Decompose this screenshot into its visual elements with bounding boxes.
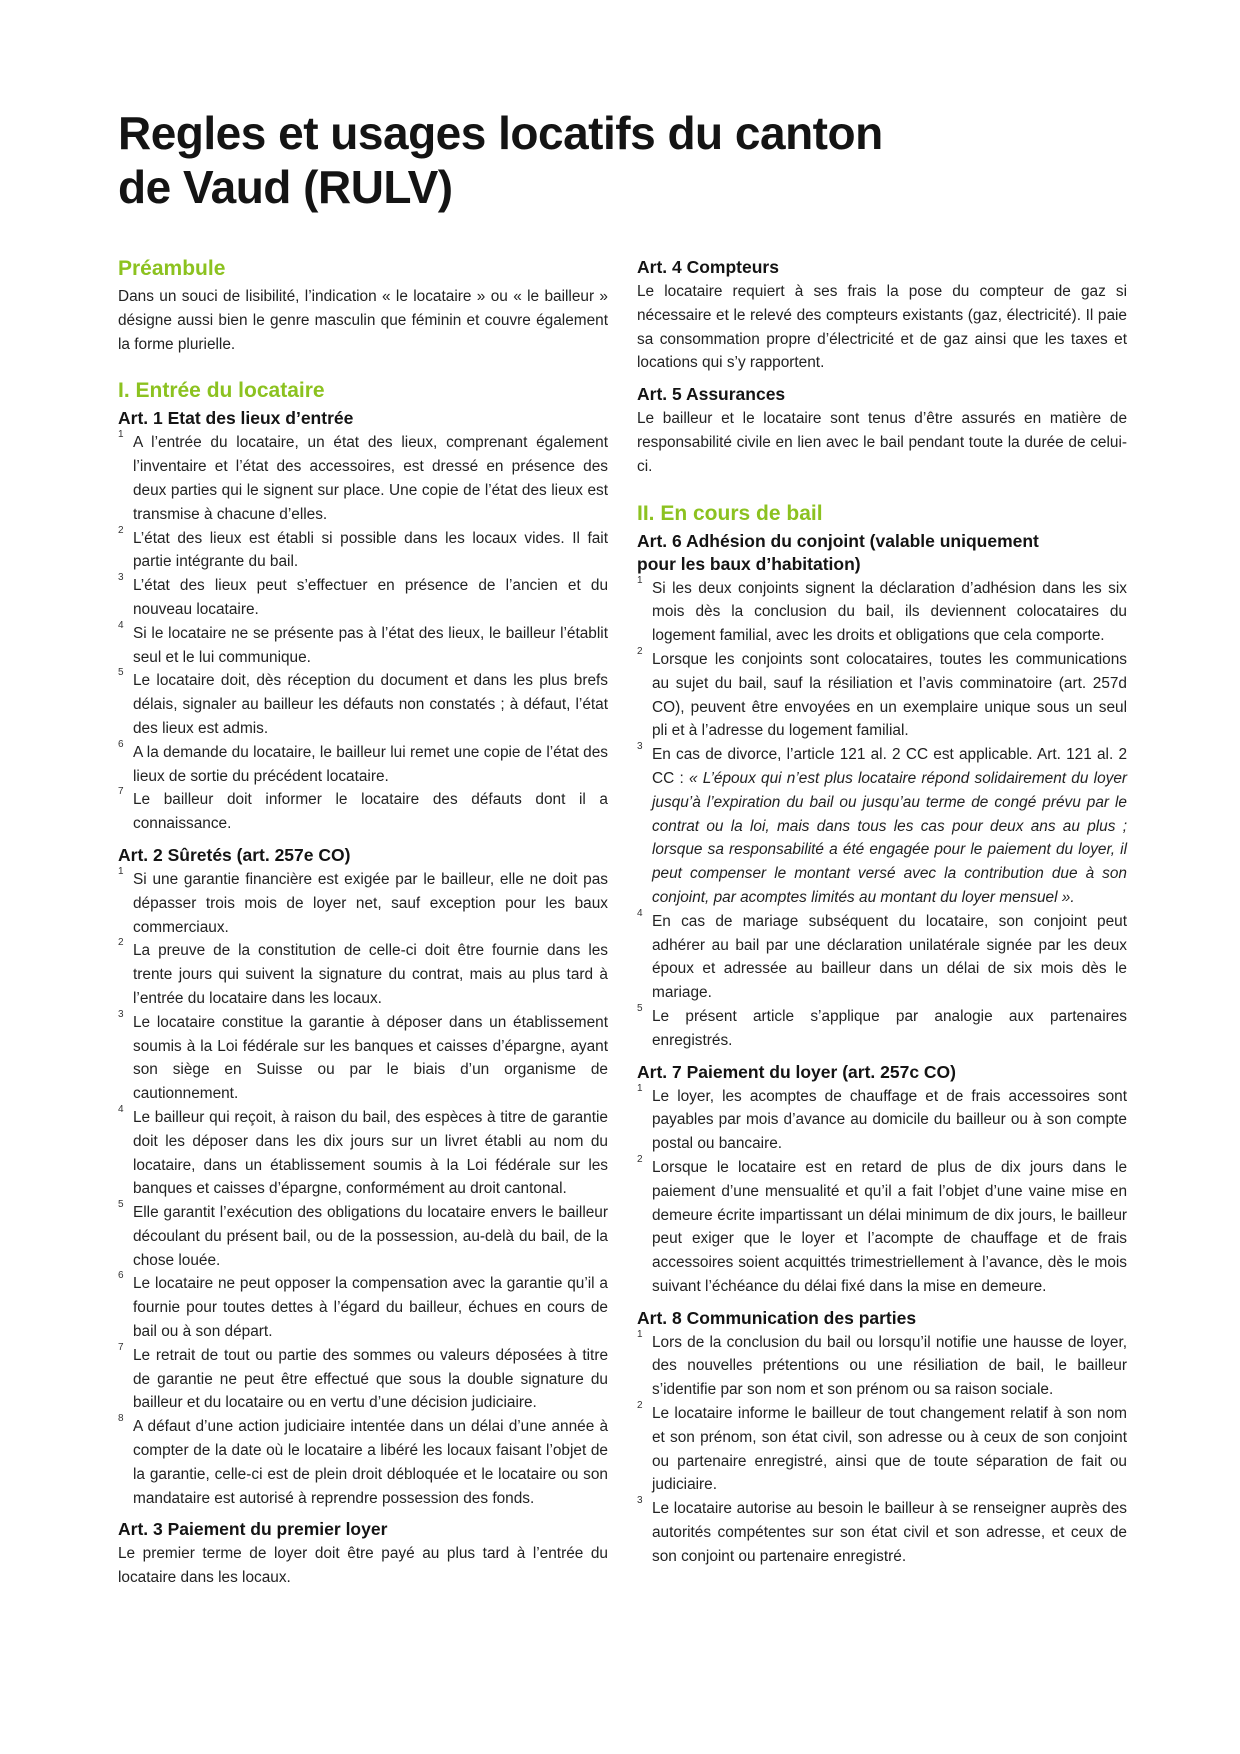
item-text: La preuve de la constitution de celle-ci doit être fournie dans les trente jours qui suivent la signature du contrat, mais au plus tard à l’entrée du locataire dans les locaux. <box>133 942 608 1007</box>
art-6-heading <box>637 530 1127 576</box>
item-number: 5 <box>118 667 124 679</box>
art-6-heading-line-2: pour les baux d’habitation) <box>637 553 861 574</box>
item-text: Lorsque les conjoints sont colocataires, toutes les communications au sujet du bail, sauf la résiliation et l’avis comminatoire (art. 257d CO), peuvent être envoyées en un exemplaire unique sous un seul pli et à l’adresse du logement familial. <box>652 650 1127 740</box>
art-1-list <box>118 431 608 836</box>
art-8-list <box>637 1328 1127 1569</box>
art-8-item <box>637 1402 1127 1497</box>
art-1-item <box>118 574 608 622</box>
item-text: Si les deux conjoints signent la déclaration d’adhésion dans les six mois dès la conclusion du bail, ils deviennent colocataires du logement familial, avec les droits et obligations que cela comporte. <box>652 579 1127 645</box>
art-2-item <box>118 1415 608 1510</box>
item-number: 2 <box>118 524 124 536</box>
item-text: Si une garantie financière est exigée par le bailleur, elle ne doit pas dépasser trois mois de loyer net, sauf exception pour les baux commerciaux. <box>133 870 608 936</box>
item-number: 3 <box>637 741 643 753</box>
preambule-text: Dans un souci de lisibilité, l’indication « le locataire » ou « le bailleur » désigne aussi bien le genre masculin que féminin et couvre également la forme plurielle. <box>118 288 608 353</box>
item-text: Le locataire informe le bailleur de tout changement relatif à son nom et son prénom, son état civil, son adresse ou à ceux de son conjoint ou partenaire enregistré, ainsi que de toute séparation de fait ou judiciaire. <box>652 1405 1127 1494</box>
item-number: 2 <box>637 1400 643 1412</box>
item-number: 7 <box>118 786 124 798</box>
item-number: 1 <box>118 865 124 877</box>
art-2-item <box>118 1201 608 1272</box>
art-2-list <box>118 865 608 1511</box>
item-text: A la demande du locataire, le bailleur lui remet une copie de l’état des lieux de sortie du précédent locataire. <box>133 743 608 785</box>
item-text: En cas de divorce, l’article 121 al. 2 CC est applicable. Art. 121 al. 2 CC : <box>652 746 1127 787</box>
art-1-heading: Art. 1 Etat des lieux d’entrée <box>118 408 354 429</box>
art-5-heading: Art. 5 Assurances <box>637 384 786 405</box>
item-text: Le bailleur doit informer le locataire des défauts dont il a connaissance. <box>133 791 608 833</box>
art-8-item <box>637 1497 1127 1568</box>
item-text: Le locataire constitue la garantie à déposer dans un établissement soumis à la Loi fédérale sur les banques et caisses d’épargne, ayant son siège en Suisse ou par le biais d’un organisme de cautionnement. <box>133 1013 608 1103</box>
item-number: 2 <box>637 1153 643 1165</box>
art-7-item <box>637 1153 1127 1299</box>
art-8-item <box>637 1328 1127 1402</box>
item-text: Elle garantit l’exécution des obligations du locataire envers le bailleur découlant du présent bail, ou de la possession, au-delà du bail, de la chose louée. <box>133 1204 608 1269</box>
item-text: Le locataire ne peut opposer la compensation avec la garantie qu’il a fournie pour toutes dettes à l’égard du bailleur, échues en cours de bail ou à son départ. <box>133 1275 608 1341</box>
art-2-item <box>118 1341 608 1415</box>
item-text: Le bailleur qui reçoit, à raison du bail, des espèces à titre de garantie doit les déposer dans les dix jours sur un livret établi au nom du locataire, dans un établissement soumis à la Loi fédérale sur les banques et caisses d’épargne, conformément au droit cantonal. <box>133 1108 608 1198</box>
art-6-item <box>637 1002 1127 1053</box>
item-text: Lorsque le locataire est en retard de plus de dix jours dans le paiement d’une mensualité et qu’il a fait l’objet d’une vaine mise en demeure écrite impartissant un délai minimum de dix jours, le bailleur peut exiger que le loyer et l’acompte de chauffage et de frais accessoires soient acquittés trimestriellement à l’avance, dès le mois suivant l’échéance du délai fixé dans la mise en demeure. <box>652 1158 1127 1295</box>
art-3-text: Le premier terme de loyer doit être payé au plus tard à l’entrée du locataire dans les locaux. <box>118 1545 608 1587</box>
art-6-list <box>637 574 1128 1053</box>
item-text: Le loyer, les acomptes de chauffage et de frais accessoires sont payables par mois d’avance au domicile du bailleur ou à son compte postal ou bancaire. <box>652 1087 1127 1153</box>
item-number: 7 <box>118 1341 124 1353</box>
art-6-item <box>637 907 1127 1005</box>
item-text: A l’entrée du locataire, un état des lieux, comprenant également l’inventaire et l’état des accessoires, est dressé en présence des deux parties qui le signent sur place. Une copie de l’état des lieux est transmise à chacune d’elles. <box>133 434 608 523</box>
art-2-item <box>118 1272 608 1343</box>
art-7-item <box>637 1082 1127 1156</box>
art-3-heading: Art. 3 Paiement du premier loyer <box>118 1519 388 1540</box>
item-quote: « L’époux qui n’est plus locataire répond solidairement du loyer jusqu’à l’expiration du bail ou jusqu’au terme de congé prévu par le contrat ou la loi, mais dans tous les cas pour deux ans au plus ; lorsque sa responsabilité a été engagée pour le paiement du loyer, il peut compenser le montant versé avec la contribution due à son conjoint, par acomptes limités au montant du loyer mensuel ». <box>652 769 1128 906</box>
item-number: 6 <box>118 738 124 750</box>
item-number: 3 <box>118 1008 124 1020</box>
item-number: 8 <box>118 1413 124 1425</box>
art-2-item <box>118 865 608 939</box>
art-7-list <box>637 1082 1127 1299</box>
art-1-item <box>118 431 608 526</box>
item-number: 2 <box>118 937 124 949</box>
item-text: Le locataire doit, dès réception du document et dans les plus brefs délais, signaler au bailleur les défauts non constatés ; à défaut, l’état des lieux est admis. <box>133 672 608 737</box>
item-text: Lors de la conclusion du bail ou lorsqu’il notifie une hausse de loyer, des nouvelles prétentions ou une résiliation de bail, le bailleur s’identifie par son nom et son prénom ou sa raison sociale. <box>652 1333 1127 1399</box>
art-6-item <box>637 743 1127 910</box>
item-number: 3 <box>637 1495 643 1507</box>
preambule-heading: Préambule <box>118 257 226 280</box>
item-text: A défaut d’une action judiciaire intentée dans un délai d’une année à compter de la date où le locataire a libéré les locaux faisant l’objet de la garantie, celle-ci est de plein droit débloquée et le locataire ou son mandataire est autorisé à reprendre possession des fonds. <box>133 1418 608 1507</box>
item-number: 2 <box>637 645 643 657</box>
art-7-heading: Art. 7 Paiement du loyer (art. 257c CO) <box>637 1061 956 1082</box>
art-1-item <box>118 788 608 836</box>
art-2-heading: Art. 2 Sûretés (art. 257e CO) <box>118 844 351 865</box>
art-2-item <box>118 1103 608 1201</box>
art-6-item <box>637 574 1127 648</box>
art-1-item <box>118 669 608 740</box>
art-1-item <box>118 738 608 789</box>
item-number: 5 <box>118 1199 124 1211</box>
art-8-heading: Art. 8 Communication des parties <box>637 1307 917 1328</box>
art-4-heading: Art. 4 Compteurs <box>637 257 779 277</box>
title-line-1: Regles et usages locatifs du canton <box>118 107 883 159</box>
art-1-item <box>118 619 608 670</box>
item-text: Le retrait de tout ou partie des sommes ou valeurs déposées à titre de garantie ne peut être effectué que sous la double signature du bailleur et du locataire ou en vertu d’une décision judiciaire. <box>133 1346 608 1412</box>
title-line-2: de Vaud (RULV) <box>118 161 453 213</box>
art-5-text: Le bailleur et le locataire sont tenus d’être assurés en matière de responsabilité civile en lien avec le bail pendant toute la durée de celui-ci. <box>637 410 1127 475</box>
page-title <box>118 106 883 214</box>
section-1-heading: I. Entrée du locataire <box>118 379 325 403</box>
right-column <box>637 256 1127 1569</box>
item-number: 3 <box>118 572 124 584</box>
art-6-item <box>637 645 1127 743</box>
item-text: Le présent article s’applique par analogie aux partenaires enregistrés. <box>652 1007 1127 1049</box>
art-1-item <box>118 524 608 575</box>
item-number: 1 <box>637 1082 643 1094</box>
item-number: 4 <box>637 907 643 919</box>
item-number: 1 <box>637 1328 643 1340</box>
section-2-heading: II. En cours de bail <box>637 501 823 525</box>
item-number: 1 <box>637 574 643 586</box>
item-text: Si le locataire ne se présente pas à l’état des lieux, le bailleur l’établit seul et le lui communique. <box>133 624 608 666</box>
item-number: 4 <box>118 619 124 631</box>
art-4-text: Le locataire requiert à ses frais la pose du compteur de gaz si nécessaire et le relevé des compteurs existants (gaz, électricité). Il paie sa consommation propre d’électricité et de gaz ainsi que les taxes et locations qui s’y rapportent. <box>637 283 1127 372</box>
item-text: En cas de mariage subséquent du locataire, son conjoint peut adhérer au bail par une déclaration unilatérale signée par les deux époux et adressée au bailleur dans un délai de six mois dès le mariage. <box>652 912 1127 1002</box>
art-2-item <box>118 1008 608 1106</box>
item-number: 5 <box>637 1002 643 1014</box>
item-text: L’état des lieux est établi si possible dans les locaux vides. Il fait partie intégrante du bail. <box>133 529 608 571</box>
item-number: 6 <box>118 1270 124 1282</box>
art-2-item <box>118 939 608 1010</box>
item-number: 1 <box>118 429 124 441</box>
art-6-heading-line-1: Art. 6 Adhésion du conjoint (valable uniquement <box>637 530 1039 551</box>
left-column <box>118 256 608 1590</box>
item-number: 4 <box>118 1103 124 1115</box>
item-text: Le locataire autorise au besoin le bailleur à se renseigner auprès des autorités compétentes sur son état civil et son adresse, et ceux de son conjoint ou partenaire enregistré. <box>652 1500 1127 1565</box>
item-text: L’état des lieux peut s’effectuer en présence de l’ancien et du nouveau locataire. <box>133 577 608 618</box>
